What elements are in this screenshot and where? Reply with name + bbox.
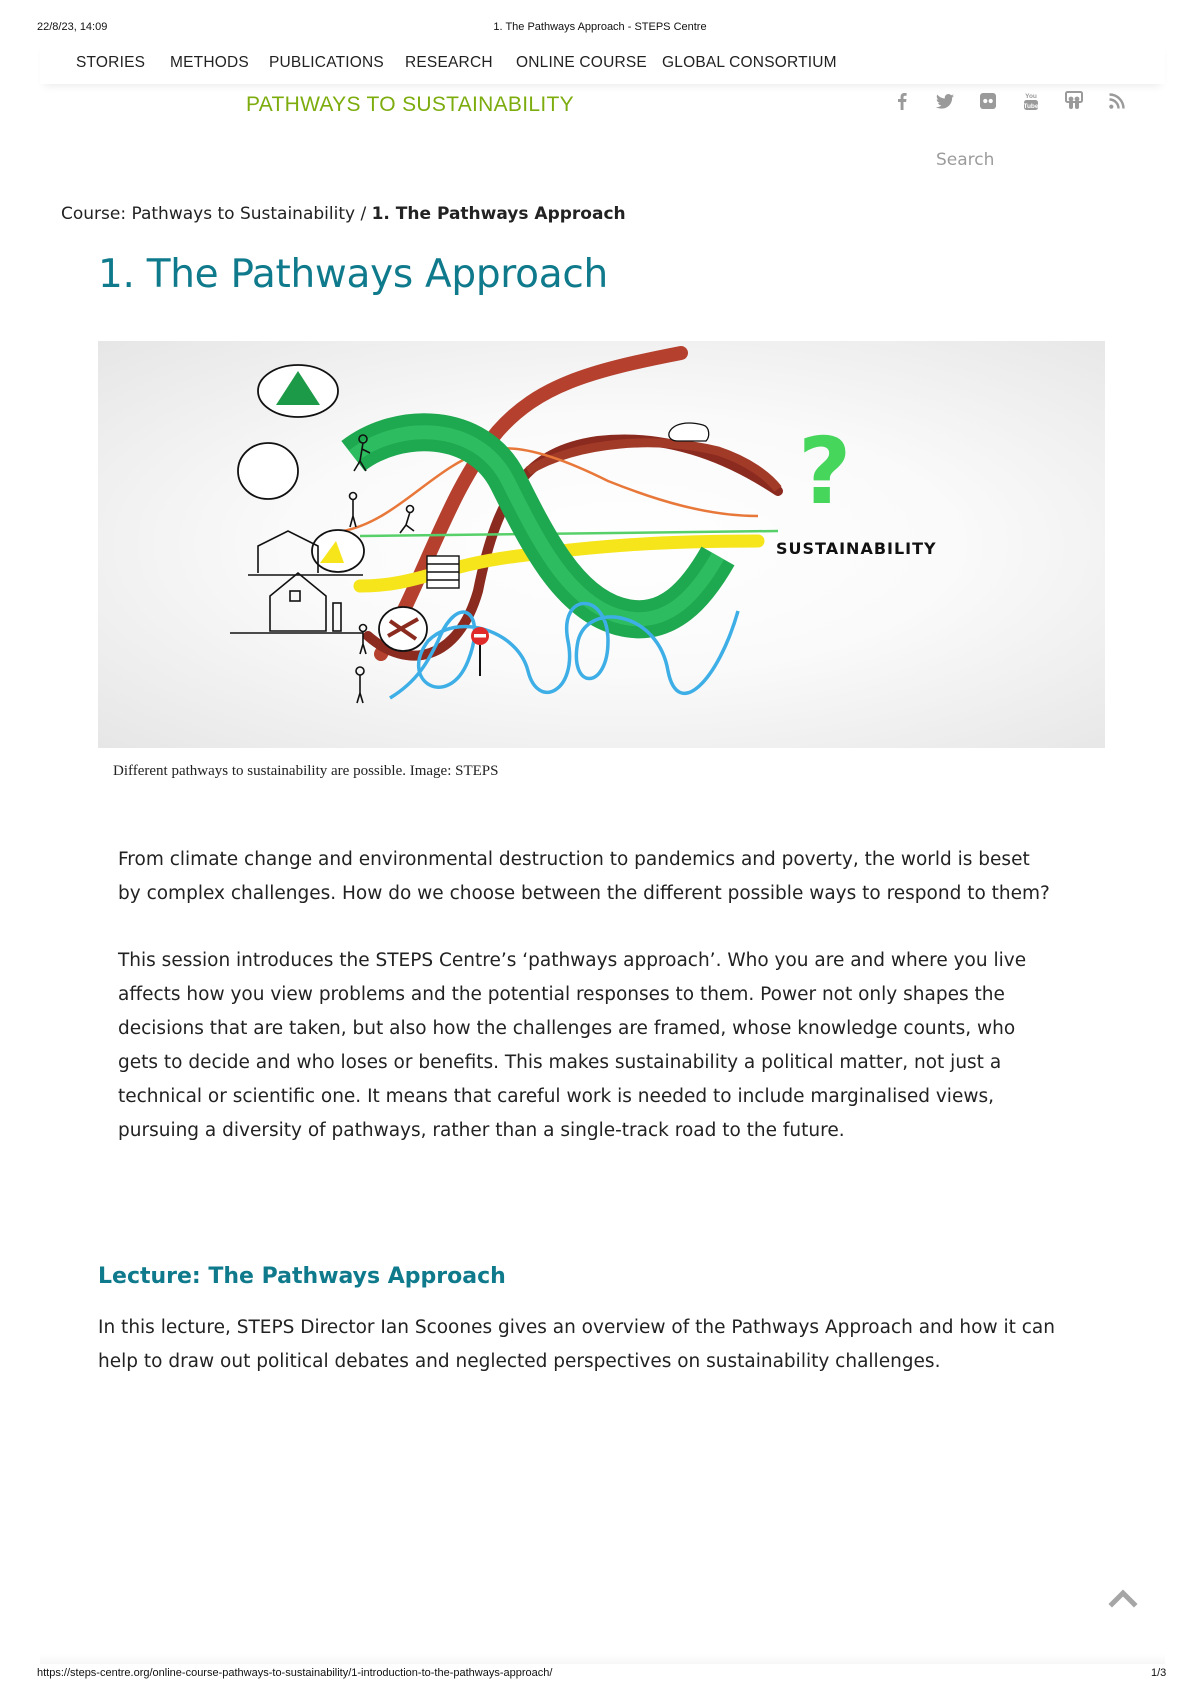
nav-item-methods[interactable]: METHODS <box>170 54 249 71</box>
twitter-icon[interactable] <box>933 90 957 112</box>
youtube-icon[interactable] <box>1019 90 1043 112</box>
pathways-illustration <box>98 341 1105 748</box>
lecture-description <box>98 1311 1098 1379</box>
question-mark-glyph: ? <box>798 418 852 525</box>
text-line: From climate change and environmental destruction to pandemics and poverty, the world is beset <box>118 849 1030 870</box>
breadcrumb <box>61 204 626 224</box>
text-line: help to draw out political debates and neglected perspectives on sustainability challenges. <box>98 1351 941 1372</box>
text-line: decisions that are taken, but also how the challenges are framed, whose knowledge counts, who <box>118 1018 1016 1039</box>
figure-caption: Different pathways to sustainability are possible. Image: STEPS <box>113 763 499 779</box>
nav-item-global-consortium[interactable]: GLOBAL CONSORTIUM <box>662 54 837 71</box>
text-line: technical or scientific one. It means that careful work is needed to include marginalised views, <box>118 1086 994 1107</box>
nav-item-research[interactable]: RESEARCH <box>405 54 493 71</box>
breadcrumb-separator: / <box>355 204 372 224</box>
print-header <box>0 0 1200 40</box>
page-title: 1. The Pathways Approach <box>98 252 608 297</box>
lecture-heading: Lecture: The Pathways Approach <box>98 1264 506 1289</box>
intro-paragraph-2 <box>118 944 1118 1148</box>
facebook-icon[interactable] <box>890 90 914 112</box>
intro-paragraph-1 <box>118 843 1118 911</box>
text-line: by complex challenges. How do we choose between the different possible ways to respond to them? <box>118 883 1050 904</box>
text-line: pursuing a diversity of pathways, rather than a single-track road to the future. <box>118 1120 845 1141</box>
sustainability-label: SUSTAINABILITY <box>776 539 937 558</box>
svg-text:Tube: Tube <box>1023 103 1039 110</box>
chevron-up-icon <box>1108 1586 1138 1608</box>
breadcrumb-current: 1. The Pathways Approach <box>371 204 626 224</box>
nav-item-online-course[interactable]: ONLINE COURSE <box>516 54 647 71</box>
text-line: In this lecture, STEPS Director Ian Scoones gives an overview of the Pathways Approach and how it can <box>98 1317 1055 1338</box>
slideshare-icon[interactable] <box>1062 90 1086 112</box>
print-url: https://steps-centre.org/online-course-pathways-to-sustainability/1-introduction-to-the-pathways-approach/ <box>37 1667 553 1679</box>
back-to-top-button[interactable] <box>1108 1586 1138 1608</box>
rss-icon[interactable] <box>1105 90 1129 112</box>
site-brand-title[interactable]: PATHWAYS TO SUSTAINABILITY <box>246 93 574 116</box>
text-line: This session introduces the STEPS Centre’s ‘pathways approach’. Who you are and where you live <box>118 950 1027 971</box>
print-timestamp: 22/8/23, 14:09 <box>37 21 108 33</box>
main-navigation <box>40 40 1165 84</box>
nav-item-stories[interactable]: STORIES <box>76 54 146 71</box>
print-document-title: 1. The Pathways Approach - STEPS Centre <box>493 21 707 33</box>
print-page-number: 1/3 <box>1151 1667 1167 1679</box>
flickr-icon[interactable] <box>976 90 1000 112</box>
text-line: affects how you view problems and the potential responses to them. Power not only shapes the <box>118 984 1005 1005</box>
svg-text:You: You <box>1025 93 1037 100</box>
pathways-drawing <box>98 341 1105 748</box>
text-line: gets to decide and who loses or benefits. This makes sustainability a political matter, not just a <box>118 1052 1002 1073</box>
search-input[interactable] <box>936 148 1116 172</box>
breadcrumb-course-link[interactable]: Course: Pathways to Sustainability <box>61 204 356 224</box>
nav-item-publications[interactable]: PUBLICATIONS <box>269 54 384 71</box>
footer-divider <box>40 1654 1165 1664</box>
